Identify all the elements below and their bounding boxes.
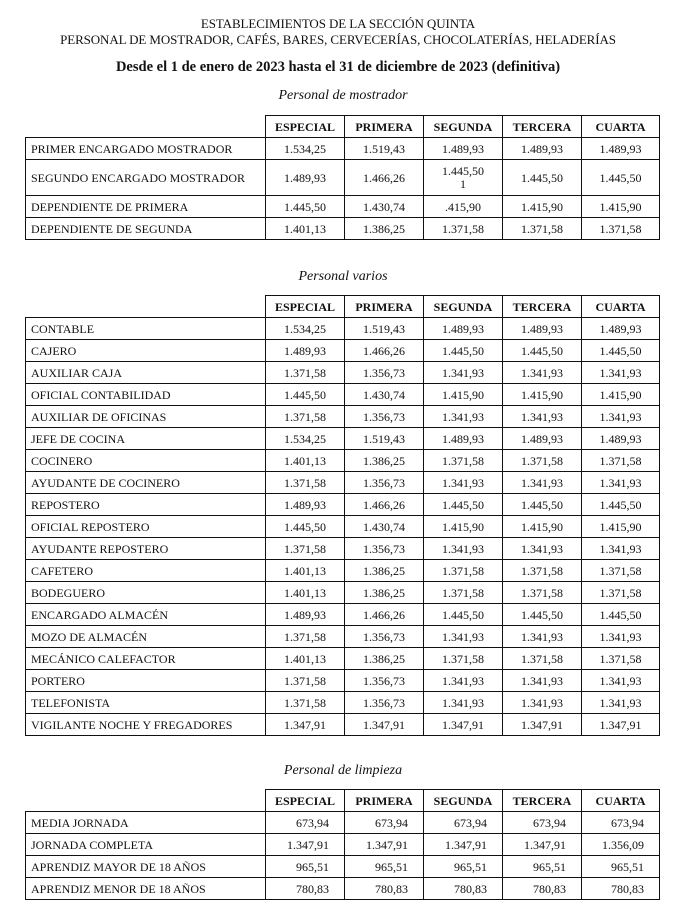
salary-cell-primera: 1.386,25	[345, 560, 424, 582]
section-title-personal-mostrador: Personal de mostrador	[278, 88, 408, 103]
salary-cell-segunda: 1.489,93	[424, 428, 503, 450]
row-label: PORTERO	[26, 670, 266, 692]
salary-cell-tercera: 1.341,93	[503, 670, 582, 692]
salary-cell-tercera: 1.341,93	[503, 406, 582, 428]
salary-cell-primera: 1.519,43	[345, 318, 424, 340]
salary-cell-segunda: 1.371,58	[424, 582, 503, 604]
table-row	[26, 812, 660, 834]
salary-cell-tercera: 965,51	[503, 856, 582, 878]
salary-cell-especial: 1.371,58	[266, 472, 345, 494]
column-header-especial: ESPECIAL	[266, 296, 345, 318]
salary-cell-cuarta: 1.445,50	[582, 160, 660, 196]
table-row	[26, 384, 660, 406]
salary-cell-primera: 1.347,91	[345, 834, 424, 856]
salary-cell-primera: 1.430,74	[345, 384, 424, 406]
table-header-row	[26, 296, 660, 318]
salary-cell-primera: 1.466,26	[345, 160, 424, 196]
salary-cell-especial: 1.371,58	[266, 538, 345, 560]
salary-cell-tercera: 1.341,93	[503, 626, 582, 648]
salary-cell-especial: 1.347,91	[266, 714, 345, 736]
salary-cell-segunda: 1.445,50	[424, 494, 503, 516]
row-label: MEDIA JORNADA	[26, 812, 266, 834]
table-row	[26, 362, 660, 384]
salary-cell-primera: 1.356,73	[345, 362, 424, 384]
column-header-segunda: SEGUNDA	[424, 790, 503, 812]
salary-cell-primera: 1.356,73	[345, 626, 424, 648]
row-label: MECÁNICO CALEFACTOR	[26, 648, 266, 670]
salary-cell-tercera: 1.489,93	[503, 428, 582, 450]
salary-cell-segunda: 1.371,58	[424, 560, 503, 582]
salary-cell-segunda	[424, 160, 503, 196]
salary-cell-cuarta: 1.371,58	[582, 648, 660, 670]
column-header-primera: PRIMERA	[345, 116, 424, 138]
salary-cell-cuarta: 1.347,91	[582, 714, 660, 736]
salary-cell-especial: 673,94	[266, 812, 345, 834]
salary-cell-primera: 1.356,73	[345, 472, 424, 494]
row-label: AYUDANTE REPOSTERO	[26, 538, 266, 560]
salary-cell-primera: 1.386,25	[345, 450, 424, 472]
salary-cell-especial: 1.401,13	[266, 648, 345, 670]
salary-cell-segunda: 1.341,93	[424, 692, 503, 714]
row-label: SEGUNDO ENCARGADO MOSTRADOR	[26, 160, 266, 196]
salary-cell-especial: 1.401,13	[266, 218, 345, 240]
salary-cell-especial: 1.445,50	[266, 196, 345, 218]
row-label: MOZO DE ALMACÉN	[26, 626, 266, 648]
salary-cell-especial: 1.534,25	[266, 138, 345, 160]
row-label: JORNADA COMPLETA	[26, 834, 266, 856]
table-row	[26, 834, 660, 856]
salary-cell-segunda: 1.347,91	[424, 834, 503, 856]
document-header-line-2: PERSONAL DE MOSTRADOR, CAFÉS, BARES, CERVECERÍAS, CHOCOLATERÍAS, HELADERÍAS	[60, 32, 616, 47]
salary-cell-tercera: 1.347,91	[503, 714, 582, 736]
salary-cell-primera: 1.386,25	[345, 582, 424, 604]
column-header-primera: PRIMERA	[345, 296, 424, 318]
salary-cell-especial: 1.489,93	[266, 604, 345, 626]
salary-value-multiline: 1.445,50 1	[442, 163, 484, 191]
salary-cell-tercera: 673,94	[503, 812, 582, 834]
salary-cell-cuarta: 1.341,93	[582, 670, 660, 692]
row-label: AUXILIAR CAJA	[26, 362, 266, 384]
section-title-personal-varios: Personal varios	[298, 269, 388, 284]
salary-cell-primera: 1.466,26	[345, 340, 424, 362]
salary-cell-cuarta: 1.415,90	[582, 384, 660, 406]
salary-cell-especial: 1.371,58	[266, 406, 345, 428]
table-row	[26, 714, 660, 736]
salary-cell-especial: 1.489,93	[266, 340, 345, 362]
salary-cell-primera: 1.386,25	[345, 218, 424, 240]
salary-cell-segunda: 1.371,58	[424, 648, 503, 670]
salary-cell-cuarta: 1.415,90	[582, 196, 660, 218]
salary-cell-tercera: 1.371,58	[503, 648, 582, 670]
table-header-row	[26, 790, 660, 812]
salary-cell-segunda: 1.341,93	[424, 670, 503, 692]
table-row	[26, 340, 660, 362]
table-row	[26, 494, 660, 516]
salary-cell-primera: 1.386,25	[345, 648, 424, 670]
salary-cell-cuarta: 1.445,50	[582, 340, 660, 362]
table-row	[26, 218, 660, 240]
salary-cell-primera: 1.356,73	[345, 406, 424, 428]
column-header-cuarta: CUARTA	[582, 790, 660, 812]
column-header-tercera: TERCERA	[503, 790, 582, 812]
table-row	[26, 196, 660, 218]
salary-cell-segunda: 780,83	[424, 878, 503, 900]
row-label: AUXILIAR DE OFICINAS	[26, 406, 266, 428]
salary-cell-primera: 673,94	[345, 812, 424, 834]
row-label: DEPENDIENTE DE PRIMERA	[26, 196, 266, 218]
salary-cell-cuarta: 1.489,93	[582, 318, 660, 340]
salary-cell-segunda: 1.341,93	[424, 362, 503, 384]
salary-cell-especial: 1.489,93	[266, 494, 345, 516]
salary-cell-segunda: 1.341,93	[424, 538, 503, 560]
row-label: CAJERO	[26, 340, 266, 362]
salary-cell-tercera: 1.371,58	[503, 450, 582, 472]
salary-cell-cuarta: 1.445,50	[582, 604, 660, 626]
row-label: ENCARGADO ALMACÉN	[26, 604, 266, 626]
row-label: VIGILANTE NOCHE Y FREGADORES	[26, 714, 266, 736]
section-title-personal-limpieza: Personal de limpieza	[283, 763, 403, 778]
salary-cell-segunda: 1.489,93	[424, 318, 503, 340]
table-row	[26, 626, 660, 648]
salary-cell-cuarta: 1.489,93	[582, 428, 660, 450]
row-label: BODEGUERO	[26, 582, 266, 604]
document-header-line-1: ESTABLECIMIENTOS DE LA SECCIÓN QUINTA	[200, 16, 476, 31]
salary-cell-cuarta: 780,83	[582, 878, 660, 900]
column-header-segunda: SEGUNDA	[424, 296, 503, 318]
salary-cell-tercera: 1.371,58	[503, 560, 582, 582]
row-label: AYUDANTE DE COCINERO	[26, 472, 266, 494]
table-row	[26, 516, 660, 538]
table-row	[26, 878, 660, 900]
salary-cell-segunda: .415,90	[424, 196, 503, 218]
salary-cell-especial: 1.534,25	[266, 428, 345, 450]
salary-cell-especial: 1.445,50	[266, 516, 345, 538]
salary-cell-tercera: 780,83	[503, 878, 582, 900]
salary-cell-segunda: 1.341,93	[424, 472, 503, 494]
table-header-row	[26, 116, 660, 138]
header-blank-cell	[26, 296, 266, 318]
row-label: CAFETERO	[26, 560, 266, 582]
salary-cell-tercera: 1.347,91	[503, 834, 582, 856]
salary-cell-tercera: 1.341,93	[503, 538, 582, 560]
row-label: TELEFONISTA	[26, 692, 266, 714]
table-row	[26, 318, 660, 340]
table-row	[26, 428, 660, 450]
salary-cell-especial: 1.489,93	[266, 160, 345, 196]
table-row	[26, 406, 660, 428]
salary-cell-segunda: 1.445,50	[424, 340, 503, 362]
salary-cell-cuarta: 1.356,09	[582, 834, 660, 856]
row-label: CONTABLE	[26, 318, 266, 340]
date-range-heading: Desde el 1 de enero de 2023 hasta el 31 de diciembre de 2023 (definitiva)	[115, 59, 561, 75]
salary-cell-segunda: 1.415,90	[424, 384, 503, 406]
salary-cell-especial: 1.534,25	[266, 318, 345, 340]
salary-cell-segunda: 1.371,58	[424, 450, 503, 472]
salary-cell-tercera: 1.341,93	[503, 692, 582, 714]
salary-cell-especial: 1.401,13	[266, 582, 345, 604]
salary-cell-tercera: 1.415,90	[503, 516, 582, 538]
salary-cell-tercera: 1.445,50	[503, 494, 582, 516]
salary-cell-tercera: 1.445,50	[503, 160, 582, 196]
column-header-especial: ESPECIAL	[266, 116, 345, 138]
salary-cell-cuarta: 1.371,58	[582, 450, 660, 472]
salary-cell-cuarta: 1.341,93	[582, 472, 660, 494]
salary-cell-segunda: 1.371,58	[424, 218, 503, 240]
salary-cell-tercera: 1.415,90	[503, 196, 582, 218]
salary-cell-cuarta: 1.341,93	[582, 406, 660, 428]
salary-cell-tercera: 1.341,93	[503, 362, 582, 384]
row-label: COCINERO	[26, 450, 266, 472]
salary-cell-especial: 1.371,58	[266, 692, 345, 714]
table-personal-limpieza	[25, 789, 660, 900]
salary-cell-segunda: 965,51	[424, 856, 503, 878]
salary-cell-cuarta: 1.341,93	[582, 538, 660, 560]
salary-cell-primera: 1.519,43	[345, 138, 424, 160]
row-label: PRIMER ENCARGADO MOSTRADOR	[26, 138, 266, 160]
column-header-segunda: SEGUNDA	[424, 116, 503, 138]
salary-cell-primera: 1.466,26	[345, 604, 424, 626]
salary-cell-cuarta: 1.341,93	[582, 362, 660, 384]
salary-cell-segunda: 673,94	[424, 812, 503, 834]
salary-cell-cuarta: 1.341,93	[582, 626, 660, 648]
salary-cell-especial: 1.445,50	[266, 384, 345, 406]
salary-cell-primera: 965,51	[345, 856, 424, 878]
salary-cell-cuarta: 1.371,58	[582, 560, 660, 582]
table-row	[26, 560, 660, 582]
row-label: APRENDIZ MENOR DE 18 AÑOS	[26, 878, 266, 900]
salary-cell-especial: 1.371,58	[266, 670, 345, 692]
salary-cell-primera: 1.356,73	[345, 692, 424, 714]
row-label: DEPENDIENTE DE SEGUNDA	[26, 218, 266, 240]
row-label: JEFE DE COCINA	[26, 428, 266, 450]
header-blank-cell	[26, 790, 266, 812]
table-row	[26, 472, 660, 494]
salary-cell-especial: 1.401,13	[266, 560, 345, 582]
row-label: APRENDIZ MAYOR DE 18 AÑOS	[26, 856, 266, 878]
salary-cell-segunda: 1.341,93	[424, 626, 503, 648]
salary-cell-segunda: 1.445,50	[424, 604, 503, 626]
salary-cell-segunda: 1.347,91	[424, 714, 503, 736]
table-row	[26, 648, 660, 670]
row-label: OFICIAL CONTABILIDAD	[26, 384, 266, 406]
salary-cell-tercera: 1.415,90	[503, 384, 582, 406]
salary-cell-especial: 1.371,58	[266, 626, 345, 648]
salary-cell-primera: 1.466,26	[345, 494, 424, 516]
salary-cell-cuarta: 1.371,58	[582, 582, 660, 604]
salary-cell-primera: 780,83	[345, 878, 424, 900]
row-label: REPOSTERO	[26, 494, 266, 516]
table-row	[26, 538, 660, 560]
column-header-primera: PRIMERA	[345, 790, 424, 812]
salary-cell-cuarta: 965,51	[582, 856, 660, 878]
salary-cell-especial: 1.401,13	[266, 450, 345, 472]
table-personal-mostrador	[25, 115, 660, 240]
salary-cell-segunda: 1.415,90	[424, 516, 503, 538]
column-header-tercera: TERCERA	[503, 116, 582, 138]
column-header-especial: ESPECIAL	[266, 790, 345, 812]
salary-cell-primera: 1.356,73	[345, 670, 424, 692]
salary-cell-segunda: 1.341,93	[424, 406, 503, 428]
salary-cell-tercera: 1.489,93	[503, 138, 582, 160]
table-row	[26, 450, 660, 472]
salary-cell-tercera: 1.489,93	[503, 318, 582, 340]
salary-cell-primera: 1.430,74	[345, 516, 424, 538]
salary-cell-primera: 1.356,73	[345, 538, 424, 560]
table-row	[26, 856, 660, 878]
salary-cell-tercera: 1.445,50	[503, 340, 582, 362]
table-row	[26, 138, 660, 160]
salary-cell-cuarta: 1.341,93	[582, 692, 660, 714]
header-blank-cell	[26, 116, 266, 138]
salary-cell-tercera: 1.445,50	[503, 604, 582, 626]
salary-cell-cuarta: 1.445,50	[582, 494, 660, 516]
salary-cell-primera: 1.519,43	[345, 428, 424, 450]
column-header-tercera: TERCERA	[503, 296, 582, 318]
salary-cell-cuarta: 1.371,58	[582, 218, 660, 240]
salary-cell-tercera: 1.371,58	[503, 218, 582, 240]
salary-cell-cuarta: 1.489,93	[582, 138, 660, 160]
salary-cell-primera: 1.430,74	[345, 196, 424, 218]
salary-cell-especial: 965,51	[266, 856, 345, 878]
salary-cell-cuarta: 1.415,90	[582, 516, 660, 538]
table-personal-varios	[25, 295, 660, 736]
row-label: OFICIAL REPOSTERO	[26, 516, 266, 538]
salary-cell-tercera: 1.341,93	[503, 472, 582, 494]
salary-cell-cuarta: 673,94	[582, 812, 660, 834]
table-row	[26, 692, 660, 714]
salary-cell-especial: 780,83	[266, 878, 345, 900]
table-row	[26, 604, 660, 626]
table-row	[26, 582, 660, 604]
salary-cell-especial: 1.371,58	[266, 362, 345, 384]
table-row	[26, 670, 660, 692]
salary-cell-primera: 1.347,91	[345, 714, 424, 736]
salary-cell-especial: 1.347,91	[266, 834, 345, 856]
column-header-cuarta: CUARTA	[582, 296, 660, 318]
salary-cell-tercera: 1.371,58	[503, 582, 582, 604]
salary-cell-segunda: 1.489,93	[424, 138, 503, 160]
column-header-cuarta: CUARTA	[582, 116, 660, 138]
table-row	[26, 160, 660, 196]
